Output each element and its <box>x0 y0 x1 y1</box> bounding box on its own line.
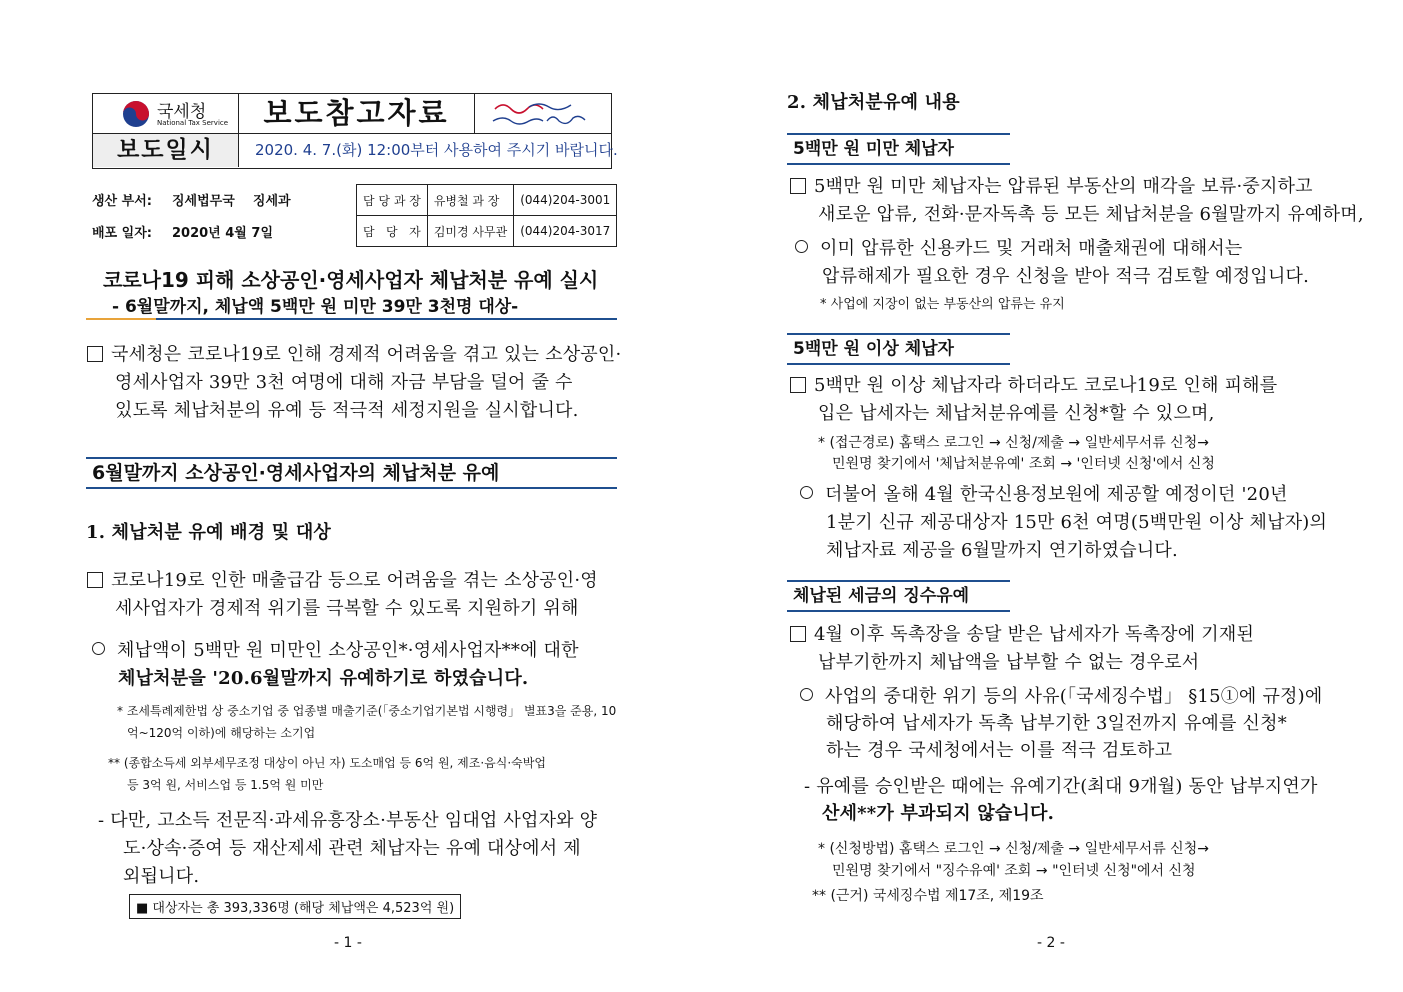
s2-c3-note-2: 민원명 찾기에서 "징수유예' 조회 → "인터넷 신청"에서 신청 <box>832 863 1196 879</box>
s2-b1-note-1: * (접근경로) 홈택스 로그인 → 신청/제출 → 일반세무서류 신청→ <box>818 435 1209 451</box>
checkbox-bullet-icon <box>790 377 806 393</box>
checkbox-bullet-icon <box>87 346 103 362</box>
page-title: 코로나19 피해 소상공인·영세사업자 체납처분 유예 실시 <box>103 268 599 292</box>
logo-cell <box>93 94 239 134</box>
s2-b2-line-3: 체납자료 제공을 6월말까지 연기하였습니다. <box>826 540 1178 561</box>
subsection-title-1: 1. 체납처분 유예 배경 및 대상 <box>86 522 331 543</box>
s2-b1-line-2: 입은 납세자는 체납처분유예를 신청*할 수 있으며, <box>818 403 1215 424</box>
s2-c3-note-1: * (신청방법) 홈택스 로그인 → 신청/제출 → 일반세무서류 신청→ <box>818 841 1209 857</box>
s1-note-1-line-2: 억~120억 이하)에 해당하는 소기업 <box>127 726 316 740</box>
contact-name: 김미경 사무관 <box>427 216 513 247</box>
section-header-1: 6월말까지 소상공인·영세사업자의 체납처분 유예 <box>86 457 617 489</box>
agency-name: 국세청 <box>157 102 207 122</box>
table-row <box>357 185 617 216</box>
doc-type: 보도참고자료 <box>239 94 475 134</box>
checkbox-bullet-icon <box>87 572 103 588</box>
intro-line-3: 있도록 체납처분의 유예 등 적극적 세정지원을 실시합니다. <box>115 400 579 421</box>
circle-bullet-icon <box>800 688 813 701</box>
contact-role: 담 당 과 장 <box>357 185 428 216</box>
s1-para-3-line-1: - 다만, 고소득 전문직·과세유흥장소·부동산 임대업 사업자와 양 <box>98 810 598 831</box>
s2-b1-line-1: 5백만 원 이상 체납자라 하더라도 코로나19로 인해 피해를 <box>790 371 1277 400</box>
release-time: 2020. 4. 7.(화) 12:00부터 사용하여 주시기 바랍니다. <box>255 141 618 159</box>
taeguk-logo-icon <box>121 99 151 129</box>
intro-line-1: 국세청은 코로나19로 인해 경제적 어려움을 겪고 있는 소상공인· <box>87 340 621 369</box>
s2-a2-note: * 사업에 지장이 없는 부동산의 압류는 유지 <box>820 297 1065 312</box>
s2-c2-line-3: 하는 경우 국세청에서는 이를 적극 검토하고 <box>826 740 1173 761</box>
subsection-title-2: 2. 체납처분유예 내용 <box>787 92 960 113</box>
s2-c3-line-2: 산세**가 부과되지 않습니다. <box>822 803 1055 824</box>
s2-a1-line-1: 5백만 원 미만 체납자는 압류된 부동산의 매각을 보류·중지하고 <box>790 172 1313 201</box>
s2-c1-line-2: 납부기한까지 체납액을 납부할 수 없는 경우로서 <box>818 652 1200 673</box>
s2-a2-line-1: 이미 압류한 신용카드 및 거래처 매출채권에 대해서는 <box>795 234 1242 263</box>
s1-para-1-line-1: 코로나19로 인한 매출급감 등으로 어려움을 겪는 소상공인·영 <box>87 566 598 595</box>
s1-para-3-line-3: 외됩니다. <box>123 866 200 887</box>
dept-label: 생산 부서: <box>92 194 152 209</box>
checkbox-bullet-icon <box>790 178 806 194</box>
s1-note-2-line-2: 등 3억 원, 서비스업 등 1.5억 원 미만 <box>127 778 324 792</box>
s1-para-2-line-1: 체납액이 5백만 원 미만인 소상공인*·영세사업자**에 대한 <box>92 636 579 665</box>
circle-bullet-icon <box>800 486 813 499</box>
summary-box: ■ 대상자는 총 393,336명 (해당 체납액은 4,523억 원) <box>129 894 461 919</box>
page-number-2: - 2 - <box>1037 935 1065 951</box>
s2-b2-line-1: 더불어 올해 4월 한국신용정보원에 제공할 예정이던 '20년 <box>800 480 1288 509</box>
s2-a1-line-2: 새로운 압류, 전화·문자독촉 등 모든 체납처분을 6월말까지 유예하며, <box>818 204 1364 225</box>
s2-b1-note-2: 민원명 찾기에서 '체납처분유예' 조회 → '인터넷 신청'에서 신청 <box>832 456 1215 472</box>
s1-note-1-line-1: * 조세특례제한법 상 중소기업 중 업종별 매출기준(「중소기업기본법 시행령」 별표3을 준용, 10 <box>117 704 617 718</box>
s2-c1-line-1: 4월 이후 독촉장을 송달 받은 납세자가 독촉장에 기재된 <box>790 620 1254 649</box>
contact-table <box>356 184 617 247</box>
circle-bullet-icon <box>795 240 808 253</box>
contact-name: 유병철 과 장 <box>427 185 513 216</box>
section-header-2b: 5백만 원 이상 체납자 <box>787 333 1010 365</box>
signature-cell <box>475 94 611 134</box>
s1-para-3-line-2: 도·상속·증여 등 재산제세 관련 체납자는 유예 대상에서 제 <box>123 838 581 859</box>
contact-phone: (044)204-3001 <box>514 185 617 216</box>
signature-icon <box>489 97 599 130</box>
title-underline-orange <box>86 318 156 320</box>
page-subtitle: - 6월말까지, 체납액 5백만 원 미만 39만 3천명 대상- <box>112 297 519 317</box>
circle-bullet-icon <box>92 642 105 655</box>
contact-role: 담 당 자 <box>357 216 428 247</box>
section-header-2c: 체납된 세금의 징수유예 <box>787 580 1010 612</box>
title-underline-blue <box>156 318 617 320</box>
agency-name-en: National Tax Service <box>157 119 229 127</box>
dept-value: 징세법무국 징세과 <box>172 194 291 209</box>
s1-para-1-line-2: 세사업자가 경제적 위기를 극복할 수 있도록 지원하기 위해 <box>115 598 579 619</box>
s2-c2-line-1: 사업의 중대한 위기 등의 사유(「국세징수법」 §15①에 규정)에 <box>800 682 1322 711</box>
s2-a2-line-2: 압류해제가 필요한 경우 신청을 받아 적극 검토할 예정입니다. <box>822 266 1310 287</box>
s2-c3-note-3: ** (근거) 국세징수법 제17조, 제19조 <box>812 888 1044 904</box>
page-number-1: - 1 - <box>334 935 362 951</box>
intro-line-2: 영세사업자 39만 3천 여명에 대해 자금 부담을 덜어 줄 수 <box>115 372 573 393</box>
s2-c2-line-2: 해당하여 납세자가 독촉 납부기한 3일전까지 유예를 신청* <box>826 713 1287 734</box>
checkbox-bullet-icon <box>790 626 806 642</box>
release-label: 보도일시 <box>93 134 239 167</box>
s1-note-2-line-1: ** (종합소득세 외부세무조정 대상이 아닌 자) 도소매업 등 6억 원, 제조·음식·숙박업 <box>108 756 546 770</box>
s2-c3-line-1: - 유예를 승인받은 때에는 유예기간(최대 9개월) 동안 납부지연가 <box>804 776 1318 797</box>
date-label: 배포 일자: <box>92 226 152 241</box>
contact-phone: (044)204-3017 <box>514 216 617 247</box>
date-value: 2020년 4월 7일 <box>172 226 273 241</box>
s2-b2-line-2: 1분기 신규 제공대상자 15만 6천 여명(5백만원 이상 체납자)의 <box>826 512 1328 533</box>
header-box <box>92 93 618 169</box>
s1-para-2-line-2: 체납처분을 '20.6월말까지 유예하기로 하였습니다. <box>118 668 529 689</box>
table-row <box>357 216 617 247</box>
section-header-2a: 5백만 원 미만 체납자 <box>787 133 1010 165</box>
